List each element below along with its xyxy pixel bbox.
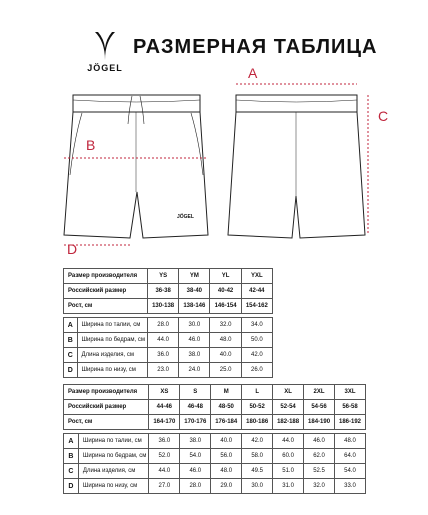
cell: S: [180, 385, 211, 400]
brand-mark-icon: [92, 30, 118, 62]
measure-row: [64, 479, 366, 494]
row-label: Российский размер: [64, 400, 149, 415]
chest-mark: JÖGEL: [177, 214, 194, 220]
measure-value: 49.5: [242, 464, 273, 479]
measure-value: 40.0: [210, 348, 241, 363]
size-table-adults: [63, 384, 366, 494]
measure-value: 48.0: [210, 333, 241, 348]
height-row: [64, 415, 366, 430]
dim-label-d: D: [67, 241, 78, 257]
measure-value: 26.0: [241, 363, 272, 378]
measure-letter: B: [64, 333, 78, 348]
measure-label: Ширина по низу, см: [77, 363, 147, 378]
height-row: [64, 299, 273, 314]
measure-value: 48.0: [335, 434, 366, 449]
measure-value: 32.0: [304, 479, 335, 494]
measure-label: Ширина по талии, см: [77, 318, 147, 333]
measure-value: 54.0: [335, 464, 366, 479]
measure-value: 30.0: [242, 479, 273, 494]
measure-value: 32.0: [210, 318, 241, 333]
cell: 176-184: [211, 415, 242, 430]
measure-value: 33.0: [335, 479, 366, 494]
measure-letter: B: [64, 449, 79, 464]
measure-row: [64, 318, 273, 333]
cell: 52-54: [273, 400, 304, 415]
measure-label: Ширина по бедрам, см: [77, 333, 147, 348]
row-label: Размер производителя: [64, 269, 148, 284]
measure-value: 38.0: [180, 434, 211, 449]
dim-label-b: B: [86, 137, 96, 153]
cell: XL: [273, 385, 304, 400]
cell: 50-52: [242, 400, 273, 415]
measure-value: 27.0: [149, 479, 180, 494]
measure-label: Длина изделия, см: [78, 464, 148, 479]
cell: 36-38: [148, 284, 179, 299]
cell: XS: [149, 385, 180, 400]
cell: 130-138: [148, 299, 179, 314]
measure-value: 54.0: [180, 449, 211, 464]
row-label: Рост, см: [64, 415, 149, 430]
cell: 56-58: [335, 400, 366, 415]
cell: 164-170: [149, 415, 180, 430]
measure-value: 25.0: [210, 363, 241, 378]
row-label: Размер производителя: [64, 385, 149, 400]
measure-value: 62.0: [304, 449, 335, 464]
cell: YM: [179, 269, 210, 284]
measure-value: 64.0: [335, 449, 366, 464]
dim-label-c: C: [378, 108, 389, 124]
cell: YL: [210, 269, 241, 284]
measure-letter: A: [64, 434, 79, 449]
measure-letter: D: [64, 363, 78, 378]
size-header-row: [64, 385, 366, 400]
row-label: Рост, см: [64, 299, 148, 314]
measure-value: 48.0: [211, 464, 242, 479]
measure-value: 58.0: [242, 449, 273, 464]
measure-value: 36.0: [148, 348, 179, 363]
cell: 146-154: [210, 299, 241, 314]
size-table-kids: [63, 268, 273, 378]
measure-value: 42.0: [242, 434, 273, 449]
measure-value: 24.0: [179, 363, 210, 378]
measure-row: [64, 333, 273, 348]
measure-row: [64, 434, 366, 449]
cell: 42-44: [241, 284, 272, 299]
cell: 138-146: [179, 299, 210, 314]
dim-label-a: A: [248, 65, 258, 81]
cell: 182-188: [273, 415, 304, 430]
russian-size-row: [64, 284, 273, 299]
measure-row: [64, 449, 366, 464]
measure-value: 46.0: [304, 434, 335, 449]
measure-value: 29.0: [211, 479, 242, 494]
cell: 44-46: [149, 400, 180, 415]
cell: 40-42: [210, 284, 241, 299]
measure-value: 46.0: [179, 333, 210, 348]
russian-size-row: [64, 400, 366, 415]
measure-row: [64, 464, 366, 479]
cell: L: [242, 385, 273, 400]
cell: 154-162: [241, 299, 272, 314]
shorts-back: [228, 95, 365, 238]
cell: 184-190: [304, 415, 335, 430]
measure-value: 51.0: [273, 464, 304, 479]
measure-label: Ширина по бедрам, см: [78, 449, 148, 464]
measure-letter: C: [64, 348, 78, 363]
measure-value: 31.0: [273, 479, 304, 494]
cell: 48-50: [211, 400, 242, 415]
measure-value: 38.0: [179, 348, 210, 363]
measure-letter: D: [64, 479, 79, 494]
measure-value: 52.0: [149, 449, 180, 464]
cell: 38-40: [179, 284, 210, 299]
cell: 46-48: [180, 400, 211, 415]
cell: 170-176: [180, 415, 211, 430]
measure-value: 28.0: [180, 479, 211, 494]
cell: 54-56: [304, 400, 335, 415]
row-label: Российский размер: [64, 284, 148, 299]
measure-letter: C: [64, 464, 79, 479]
measure-label: Ширина по талии, см: [78, 434, 148, 449]
measure-label: Длина изделия, см: [77, 348, 147, 363]
cell: 186-192: [335, 415, 366, 430]
measure-value: 44.0: [273, 434, 304, 449]
shorts-drawing: [0, 60, 428, 260]
cell: YS: [148, 269, 179, 284]
measure-value: 23.0: [148, 363, 179, 378]
measure-value: 50.0: [241, 333, 272, 348]
cell: YXL: [241, 269, 272, 284]
cell: 3XL: [335, 385, 366, 400]
page-title: РАЗМЕРНАЯ ТАБЛИЦА: [133, 36, 378, 58]
cell: 180-186: [242, 415, 273, 430]
measure-value: 36.0: [149, 434, 180, 449]
measure-row: [64, 363, 273, 378]
measure-value: 46.0: [180, 464, 211, 479]
measure-label: Ширина по низу, см: [78, 479, 148, 494]
measure-value: 44.0: [148, 333, 179, 348]
cell: 2XL: [304, 385, 335, 400]
size-header-row: [64, 269, 273, 284]
measure-row: [64, 348, 273, 363]
measure-value: 42.0: [241, 348, 272, 363]
measure-value: 34.0: [241, 318, 272, 333]
measure-value: 56.0: [211, 449, 242, 464]
measure-value: 60.0: [273, 449, 304, 464]
measure-letter: A: [64, 318, 78, 333]
measure-value: 30.0: [179, 318, 210, 333]
measure-value: 52.5: [304, 464, 335, 479]
brand-name: JÖGEL: [87, 63, 123, 73]
measure-value: 40.0: [211, 434, 242, 449]
cell: M: [211, 385, 242, 400]
measure-value: 28.0: [148, 318, 179, 333]
measure-value: 44.0: [149, 464, 180, 479]
